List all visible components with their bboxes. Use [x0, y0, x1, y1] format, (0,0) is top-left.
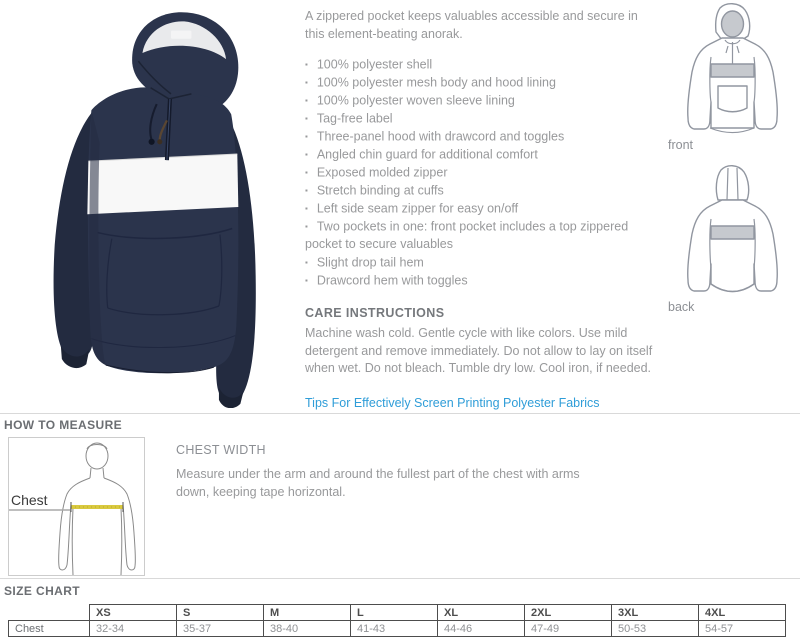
chest-value: 47-49 — [525, 621, 612, 637]
back-view-label: back — [668, 300, 695, 314]
table-row — [9, 621, 786, 637]
size-chart-heading: SIZE CHART — [4, 584, 80, 598]
chest-value: 35-37 — [177, 621, 264, 637]
measure-diagram — [9, 438, 144, 575]
care-instructions-text: Machine wash cold. Gentle cycle with like colors. Use mild detergent and remove immediately. Do not allow to lay on itself when wet. Do not bleach. Tumble dry low. Cool iron, if needed. — [305, 326, 653, 375]
product-description — [305, 8, 653, 412]
chest-diagram-label: Chest — [11, 492, 48, 508]
chest-value: 54-57 — [699, 621, 786, 637]
feature-item: ▪ Exposed molded zipper — [305, 164, 653, 182]
front-view-label: front — [668, 138, 694, 152]
feature-list — [305, 56, 653, 290]
care-instructions-heading: CARE INSTRUCTIONS — [305, 305, 445, 320]
size-column-header: XS — [90, 605, 177, 621]
back-view-drawing — [680, 164, 785, 298]
feature-item: ▪ Stretch binding at cuffs — [305, 182, 653, 200]
chest-width-text: Measure under the arm and around the fullest part of the chest with arms down, keeping tape horizontal. — [176, 467, 580, 499]
measure-diagram-box — [8, 437, 145, 576]
feature-item: ▪ Drawcord hem with toggles — [305, 272, 653, 290]
size-chart-header-row — [9, 605, 786, 621]
chest-value: 50-53 — [612, 621, 699, 637]
size-column-header: M — [264, 605, 351, 621]
chest-width-heading: CHEST WIDTH — [176, 443, 266, 457]
front-view-drawing — [680, 2, 785, 136]
feature-item: ▪ Three-panel hood with drawcord and toggles — [305, 128, 653, 146]
how-to-measure-heading: HOW TO MEASURE — [4, 418, 123, 432]
size-column-header: S — [177, 605, 264, 621]
product-intro: A zippered pocket keeps valuables accessible and secure in this element-beating anorak. — [305, 9, 638, 41]
size-column-header: 2XL — [525, 605, 612, 621]
product-photo — [18, 0, 273, 408]
size-column-header: XL — [438, 605, 525, 621]
size-chart-table — [8, 604, 786, 637]
feature-item: ▪ Angled chin guard for additional comfort — [305, 146, 653, 164]
chest-value: 32-34 — [90, 621, 177, 637]
chest-value: 44-46 — [438, 621, 525, 637]
feature-item: ▪ 100% polyester mesh body and hood lining — [305, 74, 653, 92]
chest-value: 41-43 — [351, 621, 438, 637]
feature-item: ▪ Slight drop tail hem — [305, 254, 653, 272]
size-chart-corner-cell — [9, 605, 90, 621]
anorak-jacket-image — [18, 0, 273, 408]
size-column-header: 3XL — [612, 605, 699, 621]
feature-item: ▪ 100% polyester woven sleeve lining — [305, 92, 653, 110]
feature-item: ▪ Tag-free label — [305, 110, 653, 128]
measure-info — [176, 441, 606, 501]
section-divider — [0, 578, 800, 579]
size-column-header: 4XL — [699, 605, 786, 621]
size-column-header: L — [351, 605, 438, 621]
feature-item: ▪ Left side seam zipper for easy on/off — [305, 200, 653, 218]
feature-item: ▪ 100% polyester shell — [305, 56, 653, 74]
chest-value: 38-40 — [264, 621, 351, 637]
chest-row-label: Chest — [9, 621, 90, 637]
section-divider — [0, 413, 800, 414]
screen-printing-tips-link[interactable]: Tips For Effectively Screen Printing Polyester Fabrics — [305, 395, 600, 410]
garment-views — [664, 2, 794, 314]
feature-item: ▪ Two pockets in one: front pocket includes a top zippered pocket to secure valuables — [305, 218, 653, 254]
